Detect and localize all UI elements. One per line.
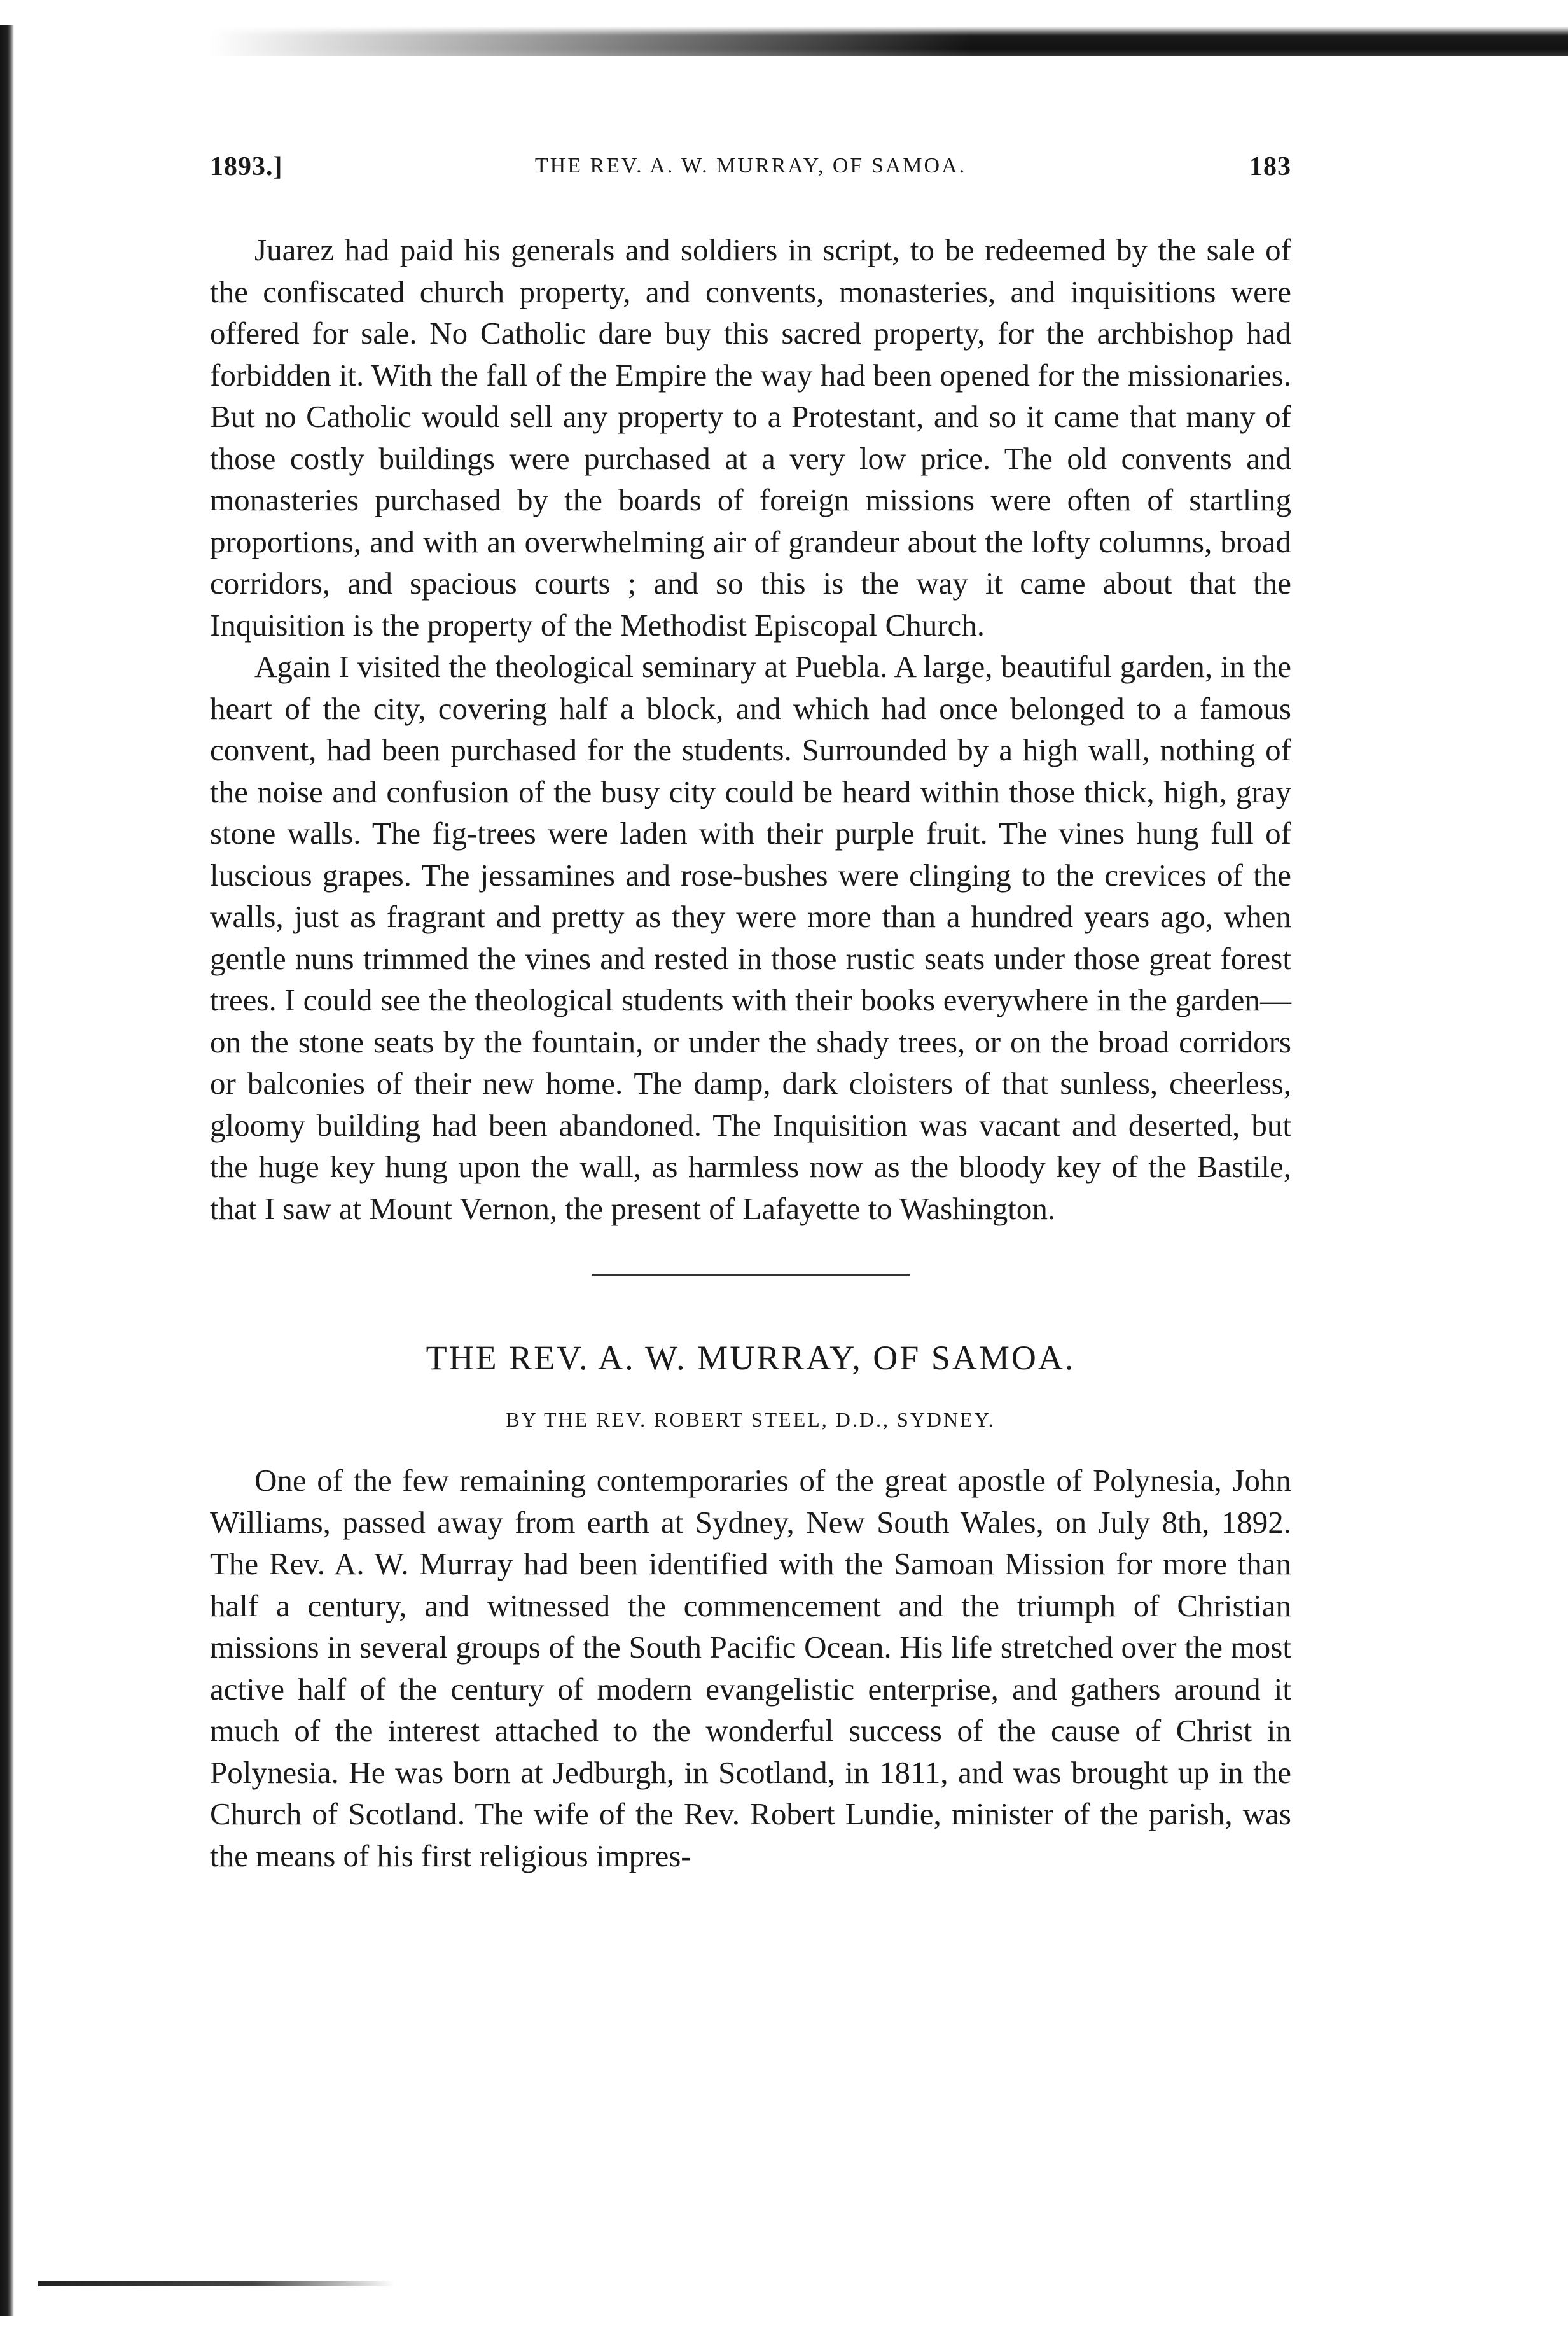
scan-bottom-edge <box>38 2281 394 2286</box>
section-divider <box>592 1274 910 1276</box>
paragraph-murray: One of the few remaining contemporaries of the great apostle of Polynesia, John Williams, passed away from earth at Sydney, New South Wales, on July 8th, 1892. The Rev. A. W. Murray had been identified with the Samoan Mission for more than half a century, and witnessed the commencement and the triumph of Christian missions in several groups of the South Pacific Ocean. His life stretched over the most active half of the century of modern evangelistic enterprise, and gathers around it much of the interest attached to the wonderful success of the cause of Christ in Polynesia. He was born at Jedburgh, in Scotland, in 1811, and was brought up in the Church of Scotland. The wife of the Rev. Robert Lundie, minister of the parish, was the means of his first religious impres- <box>210 1463 1291 1873</box>
previous-article-text <box>210 229 1291 1229</box>
article-byline: BY THE REV. ROBERT STEEL, D.D., SYDNEY. <box>506 1408 996 1431</box>
page-number: 183 <box>1249 152 1291 181</box>
article-text <box>210 1460 1291 1876</box>
scan-left-edge <box>0 25 14 2316</box>
scan-top-fade <box>210 19 973 56</box>
article-title: THE REV. A. W. MURRAY, OF SAMOA. <box>426 1339 1076 1377</box>
document-page <box>210 151 1291 1876</box>
running-head-year: 1893.] <box>210 152 283 181</box>
running-head <box>210 151 1291 190</box>
running-head-title: THE REV. A. W. MURRAY, OF SAMOA. <box>534 154 967 178</box>
paragraph-juarez: Juarez had paid his generals and soldiers in script, to be redeemed by the sale of the confiscated church property, and convents, monasteries, and inquisitions were offered for sale. No Catholic dare buy this sacred property, for the archbishop had forbidden it. With the fall of the Empire the way had been opened for the missionaries. But no Catholic would sell any property to a Protestant, and so it came that many of those costly buildings were purchased at a very low price. The old convents and monasteries purchased by the boards of foreign missions were often of startling proportions, and with an overwhelming air of grandeur about the lofty columns, broad corridors, and spacious courts ; and so this is the way it came about that the Inquisition is the property of the Methodist Episcopal Church. <box>210 232 1291 643</box>
paragraph-puebla: Again I visited the theological seminary at Puebla. A large, beautiful garden, in the heart of the city, covering half a block, and which had once belonged to a famous convent, had been purchased for the students. Surrounded by a high wall, nothing of the noise and confusion of the busy city could be heard within those thick, high, gray stone walls. The fig-trees were laden with their purple fruit. The vines hung full of luscious grapes. The jessamines and rose-bushes were clinging to the crevices of the walls, just as fragrant and pretty as they were more than a hundred years ago, when gentle nuns trimmed the vines and rested in those rustic seats under those great forest trees. I could see the theological students with their books everywhere in the garden—on the stone seats by the fountain, or under the shady trees, or on the broad corridors or balconies of their new home. The damp, dark cloisters of that sunless, cheerless, gloomy building had been abandoned. The Inquisition was vacant and deserted, but the huge key hung upon the wall, as harmless now as the bloody key of the Bastile, that I saw at Mount Vernon, the present of Lafayette to Washington. <box>210 649 1291 1226</box>
